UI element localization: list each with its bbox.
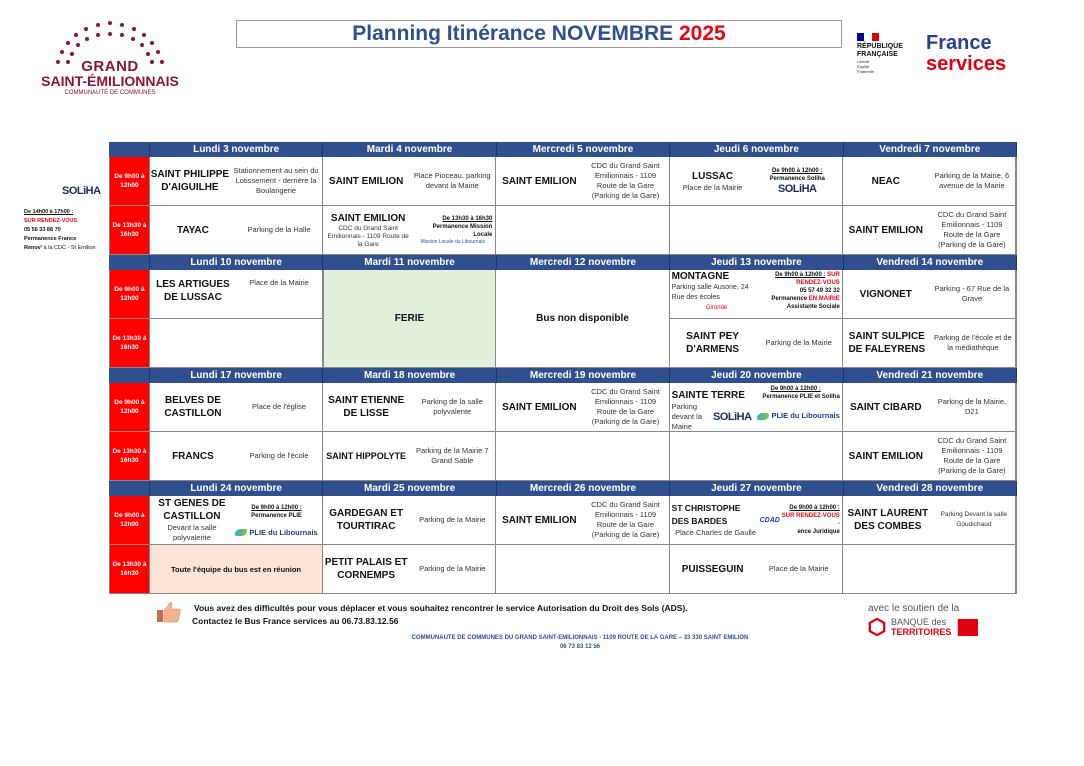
stop-place: Parking de la Mairie xyxy=(765,338,832,347)
week-header xyxy=(109,368,1017,383)
stop-place: Place Pioceau, parking devant la Mairie xyxy=(413,171,491,190)
stop-cell xyxy=(670,496,843,544)
flag-icon xyxy=(857,33,879,41)
bus-unavailable-cell xyxy=(496,270,670,367)
hexagon-icon xyxy=(868,618,886,636)
stop-cell xyxy=(670,319,843,367)
town-name: SAINTE TERRE xyxy=(671,390,745,401)
time-slot-am: De 9h00 à 12h00 xyxy=(110,496,150,544)
town-name: LUSSAC xyxy=(692,170,734,182)
town-name: PETIT PALAIS ET CORNEMPS xyxy=(324,557,408,581)
ads-line2: Contactez le Bus France services au 06.73.83.12.56 xyxy=(192,616,399,626)
note-text: Permanence PLIE xyxy=(251,512,302,519)
stop-cell xyxy=(150,270,323,318)
week-body xyxy=(109,270,1017,368)
empty-cell xyxy=(496,206,669,254)
thumbs-up-icon xyxy=(157,601,181,623)
note-hours: De 9h00 à 12h00 : xyxy=(251,504,302,511)
town-name: SAINT EMILION xyxy=(502,175,577,187)
stop-cell xyxy=(670,383,843,431)
stop-place: Parking devant la Mairie xyxy=(671,402,703,431)
day-header: Vendredi 7 novembre xyxy=(844,142,1017,157)
town-name: SAINT ETIENNE DE LISSE xyxy=(328,395,405,419)
stop-cell xyxy=(150,383,323,431)
stop-cell xyxy=(670,270,843,318)
day-header: Lundi 17 novembre xyxy=(150,368,323,383)
side-note-renov-loc: à la CDC - St Emilion xyxy=(42,245,96,251)
footer-address xyxy=(330,634,830,652)
time-slot-pm: De 13h30 à 16h30 xyxy=(110,432,150,480)
side-note-perm: Permanence France xyxy=(24,236,77,242)
title-year: 2025 xyxy=(679,22,726,45)
soliha-logo-text: SOLiHA xyxy=(62,185,101,197)
logo-grand: GRAND xyxy=(81,58,139,75)
town-name: PUISSEGUIN xyxy=(681,563,744,575)
rf-motto3: Fraternité xyxy=(857,69,875,74)
stop-cell xyxy=(496,157,669,205)
town-name: SAINT EMILION xyxy=(848,450,924,462)
day-header: Lundi 10 novembre xyxy=(150,255,323,270)
stop-place: CDC du Grand Saint Emilionnais - 1109 Route de la Gare (Parking de la Gare) xyxy=(591,500,660,539)
empty-cell xyxy=(150,319,323,367)
week-header xyxy=(109,142,1017,157)
day-header: Vendredi 14 novembre xyxy=(844,255,1017,270)
sponsor-intro: avec le soutien de la xyxy=(868,603,960,614)
town-name: VIGNONET xyxy=(859,288,912,300)
stop-cell xyxy=(843,432,1016,480)
note-rdv: SUR RENDEZ-VOUS - xyxy=(781,513,840,527)
fs-line1: France xyxy=(926,32,992,54)
side-note-hours: De 14h00 à 17h00 : xyxy=(24,209,74,215)
town-name: SAINT EMILION xyxy=(330,212,406,224)
stop-cell xyxy=(323,545,496,593)
day-header: Mardi 25 novembre xyxy=(323,481,496,496)
day-header: Jeudi 6 novembre xyxy=(670,142,843,157)
stop-place: Parking de l'école et de la médiathèque xyxy=(934,333,1012,352)
town-name: SAINT EMILION xyxy=(328,175,404,187)
rf-motto2: Égalité xyxy=(857,64,870,69)
town-name: MONTAGNE xyxy=(671,271,730,282)
week-header xyxy=(109,481,1017,496)
stop-place: CDC du Grand Saint Emilionnais - 1109 Route de la Gare (Parking de la Gare) xyxy=(937,210,1007,249)
stop-place: Parking de la Halle xyxy=(247,225,311,234)
stop-cell xyxy=(843,383,1016,431)
town-name: BELVES DE CASTILLON xyxy=(164,395,222,419)
stop-place: Parking de la Mairie xyxy=(419,515,486,524)
stop-place: CDC du Grand Saint Emilionnais - 1109 Route de la Gare xyxy=(327,224,409,248)
note-mairie: EN MAIRIE xyxy=(808,296,840,302)
time-slot-am: De 9h00 à 12h00 xyxy=(110,383,150,431)
time-slot-am: De 9h00 à 12h00 xyxy=(110,270,150,318)
town-name: SAINT HIPPOLYTE xyxy=(326,450,406,461)
stop-cell xyxy=(323,496,496,544)
rf-line2: FRANÇAISE xyxy=(857,51,898,58)
town-name: GARDEGAN ET TOURTIRAC xyxy=(329,508,404,532)
empty-cell xyxy=(670,206,843,254)
fs-line2: services xyxy=(926,53,1007,75)
schedule-table xyxy=(109,142,1017,594)
grand-saint-emilionnais-logo xyxy=(30,18,190,98)
ads-info xyxy=(192,602,688,628)
stop-cell xyxy=(150,157,323,205)
stop-place: CDC du Grand Saint Emilionnais - 1109 Route de la Gare (Parking de la Gare) xyxy=(591,161,660,200)
town-name: NEAC xyxy=(871,175,900,187)
note-phone: 05 57 49 32 32 xyxy=(799,288,840,294)
caisse-des-depots-icon xyxy=(957,619,978,636)
day-header: Lundi 24 novembre xyxy=(150,481,323,496)
town-name: SAINT LAURENT DES COMBES xyxy=(847,508,929,532)
sponsor-line1: BANQUE des xyxy=(891,617,947,627)
day-header: Vendredi 28 novembre xyxy=(844,481,1017,496)
town-name: TAYAC xyxy=(176,224,209,236)
town-name: SAINT EMILION xyxy=(502,401,577,413)
empty-cell xyxy=(496,432,669,480)
day-header: Mardi 11 novembre xyxy=(323,255,496,270)
stop-place: Parking de la Mairie, D21 xyxy=(937,397,1007,416)
stop-cell xyxy=(150,496,323,544)
soliha-logo xyxy=(62,185,101,197)
rf-motto1: Liberté xyxy=(857,59,870,64)
france-services-logo xyxy=(926,33,1006,75)
stop-cell xyxy=(843,157,1016,205)
day-header: Jeudi 27 novembre xyxy=(670,481,843,496)
note-text: Permanence PLIE et Soliha xyxy=(762,394,840,400)
banque-des-territoires-logo xyxy=(868,603,978,637)
stop-place: Place de la Mairie xyxy=(768,564,829,573)
mission-locale-logo: Mission Locale du Libournais xyxy=(420,239,485,245)
republique-francaise-logo xyxy=(857,33,917,74)
town-name: SAINT EMILION xyxy=(502,514,577,526)
note-hours: De 9h00 à 12h00 : xyxy=(772,168,823,174)
time-slot-pm: De 13h30 à 16h30 xyxy=(110,545,150,593)
stop-cell xyxy=(323,432,496,480)
phone-line: 06 73 83 12 56 xyxy=(559,644,601,650)
town-name: SAINT PEY D'ARMENS xyxy=(686,331,740,355)
day-header: Mardi 4 novembre xyxy=(323,142,496,157)
day-header: Jeudi 20 novembre xyxy=(670,368,843,383)
pm-row xyxy=(109,545,1017,594)
address-line: COMMUNAUTE DE COMMUNES DU GRAND SAINT-EMILIONNAIS - 1109 ROUTE DE LA GARE – 33 330 SAINT EMILION xyxy=(411,635,749,641)
stop-place: Parking de la salle polyvalente xyxy=(421,397,483,416)
stop-cell xyxy=(496,383,669,431)
stop-place: Place de la Mairie xyxy=(249,278,309,287)
pm-row xyxy=(109,432,1017,481)
empty-cell xyxy=(843,545,1016,593)
day-header: Lundi 3 novembre xyxy=(150,142,323,157)
note-hours: De 13h30 à 16h30 xyxy=(442,216,493,222)
stop-place: Parking de l'école xyxy=(249,451,309,460)
note-perm: Permanence xyxy=(771,296,808,302)
side-note-renov: Renov' xyxy=(24,245,43,251)
logo-name: SAINT-ÉMILIONNAIS xyxy=(41,73,179,89)
am-row xyxy=(109,496,1017,545)
note-hours: De 9h00 à 12h00 : xyxy=(770,386,821,392)
side-note-phone: 05 56 33 88 70 xyxy=(24,227,61,233)
am-row xyxy=(109,383,1017,432)
stop-place: Place de la Mairie xyxy=(682,182,743,192)
town-name: ST CHRISTOPHE DES BARDES xyxy=(671,503,741,526)
day-header: Mardi 18 novembre xyxy=(323,368,496,383)
time-slot-pm: De 13h30 à 16h30 xyxy=(110,206,150,254)
pm-row xyxy=(109,206,1017,255)
stop-cell xyxy=(843,496,1016,544)
page-title xyxy=(236,20,842,48)
stop-place: Parking - 67 Rue de la Grave xyxy=(934,284,1010,303)
stop-place: CDC du Grand Saint Emilionnais - 1109 Route de la Gare (Parking de la Gare) xyxy=(591,387,660,426)
side-note-rdv: SUR RENDEZ-VOUS xyxy=(24,218,78,224)
note-hours: De 9h00 à 12h00 : xyxy=(789,505,840,511)
stop-place: Parking de la Mairie, 6 avenue de la Mairie xyxy=(934,171,1010,190)
rf-line1: RÉPUBLIQUE xyxy=(857,43,903,50)
town-name: SAINT CIBARD xyxy=(849,401,922,413)
bus-unavailable-label: Bus non disponible xyxy=(536,313,629,324)
stop-place: Place Charles de Gaulle xyxy=(675,528,757,537)
town-name: FRANCS xyxy=(172,450,214,462)
ads-line1: Vous avez des difficultés pour vous déplacer et vous souhaitez rencontrer le service Autorisation du Droit des Sols (ADS). xyxy=(194,603,688,613)
stop-cell xyxy=(843,206,1016,254)
stop-place: Parking salle Ausone, 24 Rue des écoles xyxy=(671,284,749,301)
stop-cell xyxy=(323,383,496,431)
empty-cell xyxy=(496,545,669,593)
day-header: Mercredi 12 novembre xyxy=(497,255,670,270)
stop-place: CDC du Grand Saint Emilionnais - 1109 Route de la Gare (Parking de la Gare) xyxy=(937,436,1007,475)
time-slot-am: De 9h00 à 12h00 xyxy=(110,157,150,205)
town-name: SAINT EMILION xyxy=(848,224,924,236)
soliha-logo: SOLiHA xyxy=(777,183,817,195)
side-note-france-renov xyxy=(24,208,108,253)
note-rdv: SUR RENDEZ-VOUS xyxy=(796,272,840,286)
title-text: Planning Itinérance NOVEMBRE xyxy=(352,22,674,45)
town-name: LES ARTIGUES DE LUSSAC xyxy=(156,279,230,303)
day-header: Jeudi 13 novembre xyxy=(670,255,843,270)
plie-logo: PLIE du Libournais xyxy=(249,527,318,537)
note-text: Permanence Soliha xyxy=(769,176,825,182)
logo-subtitle: COMMUNAUTÉ DE COMMUNES xyxy=(64,90,156,96)
stop-cell xyxy=(150,432,323,480)
note-hours: De 9h00 à 12h00 : xyxy=(775,272,826,278)
time-slot-pm: De 13h30 à 16h30 xyxy=(110,319,150,367)
stop-cell xyxy=(323,157,496,205)
day-header: Mercredi 26 novembre xyxy=(497,481,670,496)
note-text: ence Juridique xyxy=(797,529,840,535)
stop-place: Devant la salle polyvalente xyxy=(167,523,217,542)
day-header: Vendredi 21 novembre xyxy=(844,368,1017,383)
stop-place: Parking de la Mairie 7 Grand Sable xyxy=(415,446,489,465)
stop-cell xyxy=(323,206,496,254)
soliha-logo: SOLiHA xyxy=(713,411,752,423)
cdad-logo: CDAD xyxy=(759,516,780,524)
ferie-cell xyxy=(323,270,496,367)
stop-cell xyxy=(843,270,1016,318)
stop-cell xyxy=(496,496,669,544)
stop-place: Parking Devant la salle Goudichaud xyxy=(940,511,1008,528)
meeting-label: Toute l'équipe du bus est en réunion xyxy=(171,564,302,574)
plie-logo: PLIE du Libournais xyxy=(771,411,840,420)
day-header: Mercredi 19 novembre xyxy=(497,368,670,383)
town-name: SAINT SULPICE DE FALEYRENS xyxy=(848,331,926,355)
gironde-logo: Gironde xyxy=(705,305,728,311)
sponsor-line2: TERRITOIRES xyxy=(891,627,952,637)
am-row xyxy=(109,157,1017,206)
note-text: Permanence Mission Locale xyxy=(432,224,493,238)
stop-place: Parking de la Mairie xyxy=(419,564,486,573)
town-name: SAINT PHILIPPE D'AIGUILHE xyxy=(150,169,230,193)
stop-place: Place de l'église xyxy=(252,402,307,411)
empty-cell xyxy=(670,432,843,480)
stop-place: Stationnement au sein du Lotissement - derrière la Boulangerie xyxy=(233,166,319,195)
note-text: Assistante Sociale xyxy=(786,304,840,310)
town-name: ST GENES DE CASTILLON xyxy=(158,498,226,522)
stop-cell xyxy=(843,319,1016,367)
day-header: Mercredi 5 novembre xyxy=(497,142,670,157)
week-header xyxy=(109,255,1017,270)
stop-cell xyxy=(670,157,843,205)
ferie-label: FERIE xyxy=(394,313,425,324)
stop-cell xyxy=(150,206,323,254)
stop-cell xyxy=(670,545,843,593)
meeting-cell xyxy=(150,545,323,593)
